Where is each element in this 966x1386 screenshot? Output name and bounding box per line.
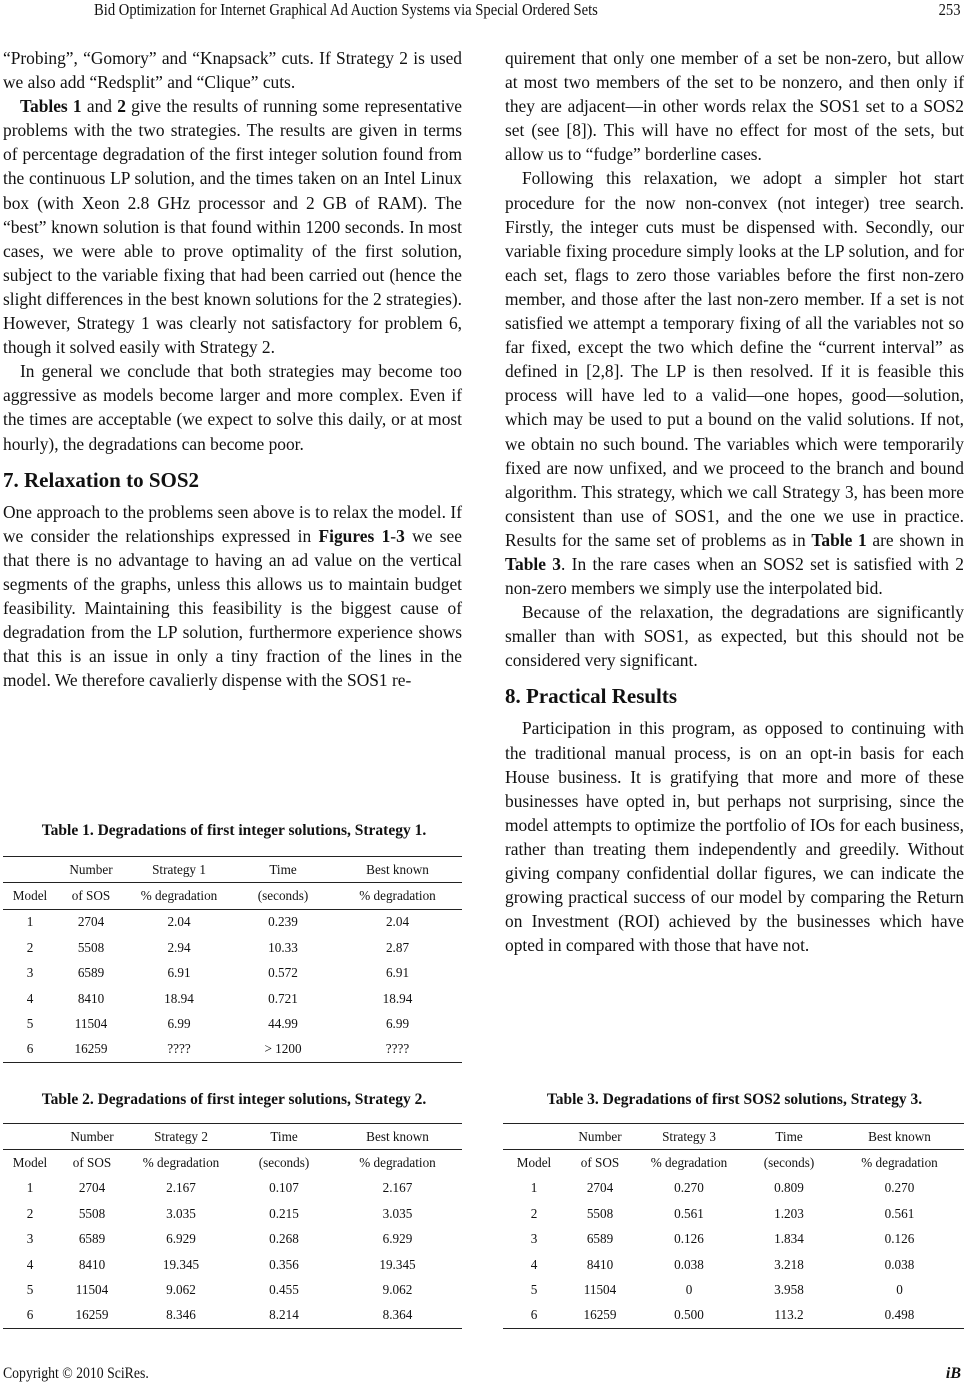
- running-title: Bid Optimization for Internet Graphical Ad Auction Systems via Special Ordered Sets: [94, 0, 598, 19]
- table-header-row: Model of SOS % degradation (seconds) % degradation: [12, 1155, 436, 1171]
- copyright-notice: Copyright © 2010 SciRes.: [3, 1365, 149, 1382]
- table-ref: 2: [117, 96, 126, 117]
- paragraph: Participation in this program, as opposed to continuing with the traditional manual process, is on an opt-in basis for each House business. It is gratifying that more and more of these businesses have opted in, but perhaps not surprising, since the model attempts to optimize the portfolio of IOs for each business, rather than treating them independently and greedily. Without giving company confidential dollar figures, we can indicate the growing practical success of our model by comparing the Return on Investment (ROI) achieved by the businesses which have opted in compared with those that have not.: [505, 718, 964, 956]
- table-row: 2 5508 0.561 1.203 0.561: [530, 1205, 915, 1221]
- table2-caption: Table 2. Degradations of first integer solutions, Strategy 2.: [41, 1091, 427, 1108]
- table-row: 3 6589 6.91 0.572 6.91: [26, 965, 410, 981]
- running-header: [0, 0, 966, 24]
- table-row: 4 8410 19.345 0.356 19.345: [26, 1256, 416, 1272]
- table-row: 1 2704 0.270 0.809 0.270: [530, 1180, 915, 1196]
- table-ref: Tables 1: [20, 96, 82, 117]
- table2: [3, 1123, 462, 1329]
- table-row: 2 5508 3.035 0.215 3.035: [26, 1205, 413, 1221]
- table3-caption: Table 3. Degradations of first SOS2 solutions, Strategy 3.: [546, 1091, 923, 1108]
- journal-abbrev: iB: [945, 1365, 961, 1382]
- table-header-row: Model of SOS % degradation (seconds) % degradation: [516, 1155, 938, 1171]
- table-row: 6 16259 ???? > 1200 ????: [3, 1037, 462, 1063]
- table-row: 6 16259 0.500 113.2 0.498: [503, 1303, 964, 1329]
- table-row: 4 8410 18.94 0.721 18.94: [26, 990, 413, 1006]
- table-row: 6 16259 8.346 8.214 8.364: [3, 1303, 462, 1329]
- table-row: 3 6589 0.126 1.834 0.126: [530, 1231, 915, 1247]
- table-header-row: Number Strategy 1 Time Best known: [3, 857, 462, 883]
- right-column: [505, 46, 964, 957]
- table-ref: Table 3: [505, 553, 561, 574]
- table-header-row: Number Strategy 3 Time Best known: [503, 1124, 964, 1150]
- paragraph: “Probing”, “Gomory” and “Knapsack” cuts. If Strategy 2 is used we also add “Redsplit” and “Clique” cuts.: [3, 48, 462, 93]
- paragraph: quirement that only one member of a set be non-zero, but allow at most two members of the set to be nonzero, and then only if they are adjacent—in other words relax the SOS1 set to a SOS2 set (see [8]). This will have no effect for most of the sets, but allow us to “fudge” borderline cases.: [505, 48, 964, 165]
- table-header-row: Number Strategy 2 Time Best known: [3, 1124, 462, 1150]
- table-header-row: Model of SOS % degradation (seconds) % degradation: [3, 883, 462, 909]
- table-row: 1 2704 2.04 0.239 2.04: [26, 914, 410, 930]
- section-heading: 8. Practical Results: [505, 684, 678, 709]
- paragraph: Tables 1 and 2 give the results of running some representative problems with the two strategies. The results are given in terms of percentage degradation of the first integer solution found from the continuous LP solution, and the times taken on an Intel Linux box (with Xeon 2.8 GHz processor and 2 GB of RAM). The “best” known solution is that found within 1200 seconds. In most cases, we were able to prove optimality of the first solution, subject to the variable fixing that had been carried out (hence the slight differences in the best known solutions for the 2 strategies). However, Strategy 1 was clearly not satisfactory for problem 6, though it solved easily with Strategy 2.: [3, 96, 462, 358]
- paragraph: One approach to the problems seen above is to relax the model. If we consider the relationships expressed in Figures 1-3 we see that there is no advantage to having an ad value on the vertical segments of the graphs, unless this allows us to maintain budget feasibility. Maintaining this feasibility is the biggest cause of degradation from the LP solution, furthermore experience shows that this is an issue in only a tiny fraction of the lines in the model. We therefore cavalierly dispense with the SOS1 re-: [3, 501, 462, 691]
- paragraph: Following this relaxation, we adopt a simpler hot start procedure for the now non-convex (not integer) tree search. Firstly, the integer cuts must be dispensed with. Secondly, our variable fixing procedure simply looks at the LP solution, and for each set, flags to zero those variables before the first non-zero member, and those after the last non-zero member. If a set is not satisfied we attempt a temporary fixing of all the variables not so far fixed, except the two which define the “current interval” as defined in [2,8]. The LP is then resolved. If it is feasible this process will have led to a valid—one hopes, good—solution, which may be used to put a bound on the valid solutions. If not, we obtain no such bound. The variables which were temporarily fixed are now unfixed, and we proceed to the branch and bound algorithm. This strategy, which we call Strategy 3, has been more consistent than use of SOS1, and the one we use in practice. Results for the same set of problems as in Table 1 are shown in Table 3. In the rare cases when an SOS2 set is satisfied with 2 non-zero members we simply use the interpolated bid.: [505, 168, 964, 599]
- figure-ref: 3: [396, 525, 405, 546]
- table-row: 5 11504 9.062 0.455 9.062: [26, 1282, 413, 1298]
- figure-ref: Figures 1: [318, 525, 391, 546]
- table-row: 1 2704 2.167 0.107 2.167: [26, 1180, 413, 1196]
- table-row: 5 11504 6.99 44.99 6.99: [26, 1016, 410, 1032]
- table-row: 5 11504 0 3.958 0: [530, 1282, 903, 1298]
- left-column: [3, 46, 462, 692]
- table-ref: Table 1: [811, 529, 867, 550]
- paragraph: In general we conclude that both strategies may become too aggressive as models become larger and more complex. Even if the times are acceptable (we expect to solve this daily, or at most hourly), the degradations can become poor.: [3, 361, 462, 454]
- table1-caption: Table 1. Degradations of first integer solutions, Strategy 1.: [41, 822, 427, 839]
- paragraph: Because of the relaxation, the degradations are significantly smaller than with SOS1, as expected, but this should not be considered very significant.: [505, 602, 964, 671]
- table-row: 2 5508 2.94 10.33 2.87: [26, 939, 410, 955]
- page-number: 253: [938, 0, 960, 19]
- table3: [503, 1123, 964, 1329]
- table1: [3, 856, 462, 1063]
- table-row: 3 6589 6.929 0.268 6.929: [26, 1231, 413, 1247]
- table-row: 4 8410 0.038 3.218 0.038: [530, 1256, 915, 1272]
- section-heading: 7. Relaxation to SOS2: [3, 467, 200, 492]
